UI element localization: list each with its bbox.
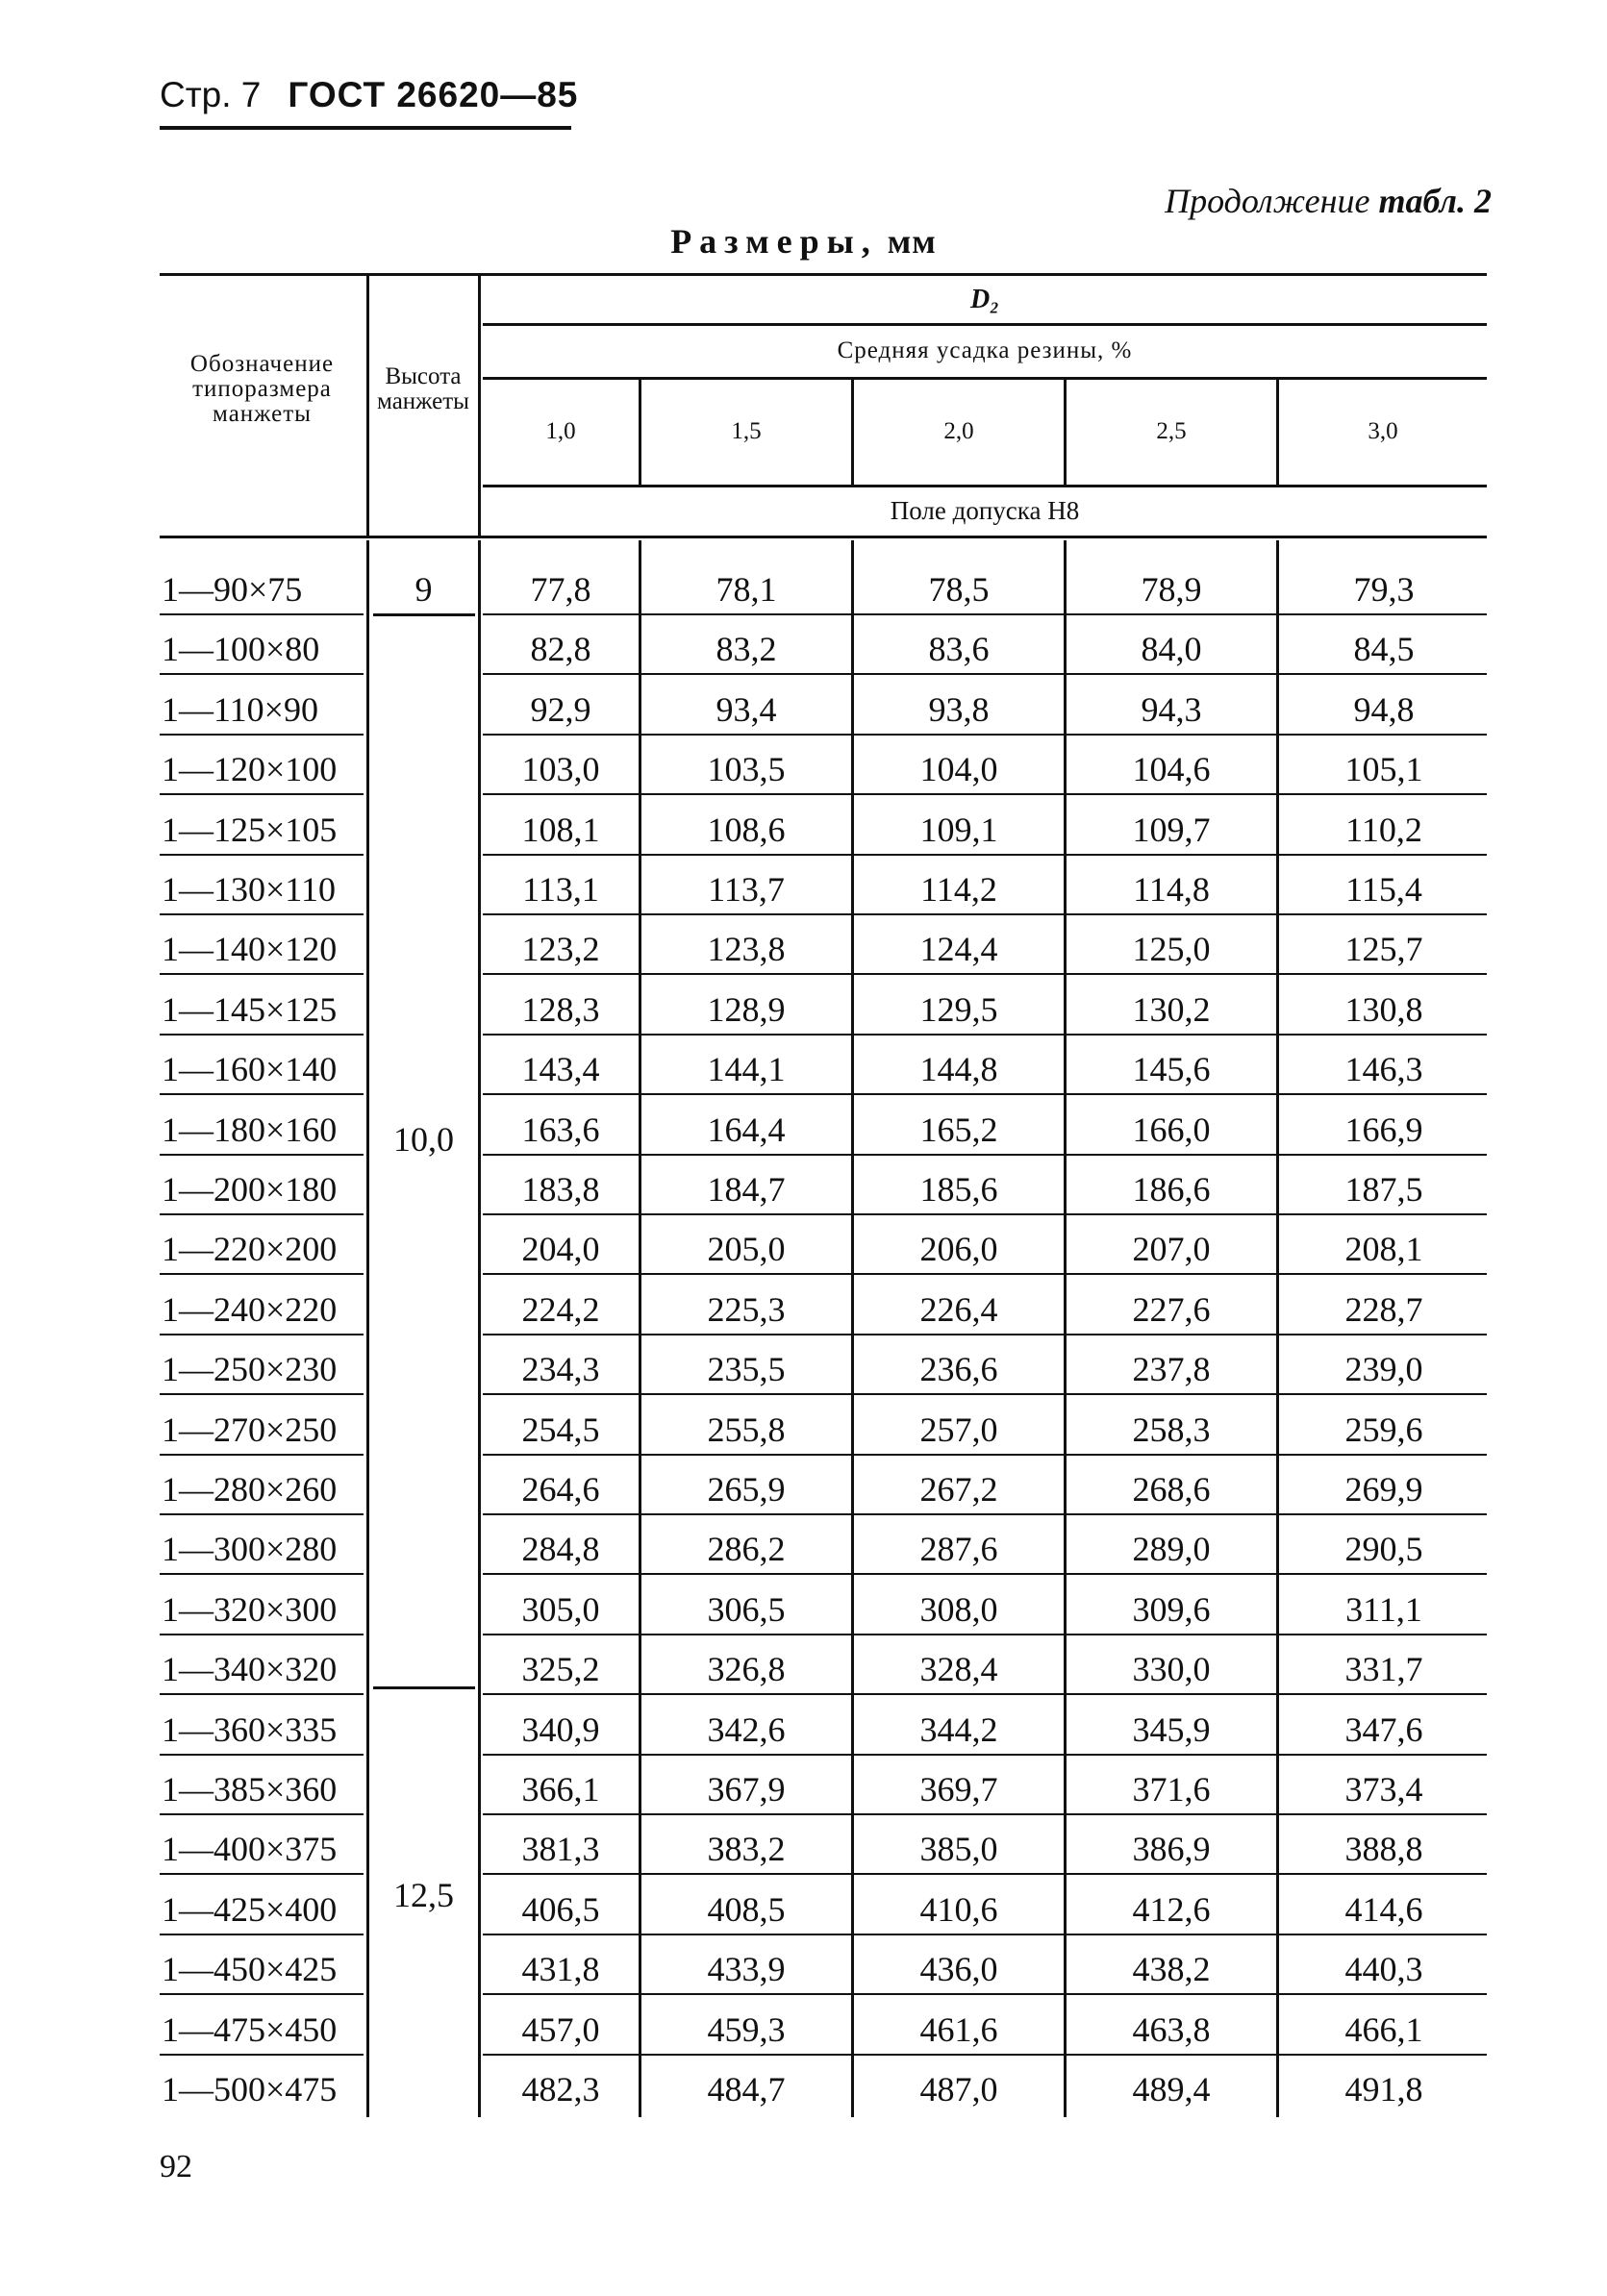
- row-value: 130,8: [1344, 989, 1423, 1029]
- row-value: 166,9: [1344, 1110, 1423, 1149]
- header-designation: Обозначение типоразмера манжеты: [189, 350, 335, 428]
- row-designation: 1—340×320: [162, 1650, 338, 1689]
- row-value: 267,2: [919, 1470, 998, 1509]
- row-value: 226,4: [919, 1289, 998, 1329]
- row-value: 255,8: [707, 1410, 786, 1449]
- row-value: 93,4: [716, 689, 777, 729]
- row-value: 166,0: [1132, 1110, 1211, 1149]
- row-value: 386,9: [1132, 1830, 1211, 1869]
- row-value: 165,2: [919, 1110, 998, 1149]
- row-value: 236,6: [919, 1350, 998, 1389]
- row-value: 265,9: [707, 1470, 786, 1509]
- row-value: 309,6: [1132, 1589, 1211, 1629]
- row-value: 144,8: [919, 1050, 998, 1089]
- row-rule: [483, 1634, 1487, 1635]
- row-rule: [160, 1334, 364, 1335]
- continuation-prefix: Продолжение: [1165, 182, 1379, 220]
- row-rule: [483, 1213, 1487, 1215]
- row-rule: [483, 1573, 1487, 1575]
- row-value: 289,0: [1132, 1530, 1211, 1569]
- header-rule-shrinkage: [483, 377, 1487, 380]
- row-value: 344,2: [919, 1710, 998, 1749]
- row-value: 234,3: [521, 1350, 600, 1389]
- row-rule: [483, 673, 1487, 675]
- row-value: 366,1: [521, 1770, 600, 1809]
- row-value: 306,5: [707, 1589, 786, 1629]
- row-value: 228,7: [1344, 1289, 1423, 1329]
- row-value: 328,4: [919, 1650, 998, 1689]
- row-rule: [160, 1513, 364, 1515]
- header-col-divider-1: [366, 275, 369, 536]
- row-rule: [160, 1993, 364, 1995]
- row-value: 206,0: [919, 1230, 998, 1269]
- header-shrinkage-1-5: 1,5: [731, 417, 762, 444]
- row-rule: [160, 1754, 364, 1756]
- row-value: 388,8: [1344, 1830, 1423, 1869]
- row-value: 484,7: [707, 2070, 786, 2109]
- row-rule: [483, 913, 1487, 915]
- height-group-rule-1: [373, 613, 475, 616]
- body-divider-v2: [851, 540, 854, 2117]
- row-value: 92,9: [530, 689, 591, 729]
- row-value: 187,5: [1344, 1170, 1423, 1209]
- row-value: 227,6: [1132, 1289, 1211, 1329]
- row-rule: [483, 1934, 1487, 1935]
- row-designation: 1—140×120: [162, 930, 338, 969]
- row-value: 331,7: [1344, 1650, 1423, 1689]
- row-value: 78,5: [928, 570, 990, 609]
- row-rule: [483, 2054, 1487, 2056]
- page-number: 92: [160, 2149, 192, 2184]
- header-shrinkage-3-0: 3,0: [1368, 417, 1398, 444]
- row-value: 123,8: [707, 930, 786, 969]
- row-value: 235,5: [707, 1350, 786, 1389]
- row-value: 371,6: [1132, 1770, 1211, 1809]
- row-rule: [483, 1754, 1487, 1756]
- row-value: 257,0: [919, 1410, 998, 1449]
- row-value: 225,3: [707, 1289, 786, 1329]
- header-tolerance: Поле допуска H8: [890, 495, 1080, 525]
- row-value: 103,5: [707, 750, 786, 789]
- row-value: 287,6: [919, 1530, 998, 1569]
- row-value: 124,4: [919, 930, 998, 969]
- row-rule: [160, 1213, 364, 1215]
- row-rule: [160, 1634, 364, 1635]
- row-value: 345,9: [1132, 1710, 1211, 1749]
- row-value: 143,4: [521, 1050, 600, 1089]
- row-rule: [160, 673, 364, 675]
- row-value: 83,2: [716, 630, 777, 669]
- row-value: 94,8: [1353, 689, 1415, 729]
- row-rule: [483, 973, 1487, 975]
- row-rule: [483, 734, 1487, 736]
- row-value: 115,4: [1345, 870, 1422, 909]
- row-value: 77,8: [530, 570, 591, 609]
- row-value: 438,2: [1132, 1950, 1211, 1989]
- row-value: 414,6: [1344, 1889, 1423, 1929]
- row-designation: 1—450×425: [162, 1950, 338, 1989]
- row-rule: [160, 793, 364, 795]
- row-rule: [160, 1454, 364, 1456]
- row-designation: 1—320×300: [162, 1589, 338, 1629]
- row-designation: 1—125×105: [162, 810, 338, 849]
- row-value: 340,9: [521, 1710, 600, 1749]
- row-value: 163,6: [521, 1110, 600, 1149]
- body-divider-v3: [1064, 540, 1067, 2117]
- row-value: 104,0: [919, 750, 998, 789]
- row-value: 373,4: [1344, 1770, 1423, 1809]
- row-value: 164,4: [707, 1110, 786, 1149]
- row-value: 383,2: [707, 1830, 786, 1869]
- row-rule: [483, 793, 1487, 795]
- header-shrinkage-2-5: 2,5: [1156, 417, 1187, 444]
- row-designation: 1—180×160: [162, 1110, 338, 1149]
- row-designation: 1—500×475: [162, 2070, 338, 2109]
- row-value: 84,0: [1141, 630, 1202, 669]
- row-value: 286,2: [707, 1530, 786, 1569]
- continuation-table-ref: табл. 2: [1378, 182, 1492, 220]
- row-value: 311,1: [1345, 1589, 1422, 1629]
- row-value: 204,0: [521, 1230, 600, 1269]
- header-col-divider-2: [478, 275, 481, 536]
- row-value: 129,5: [919, 989, 998, 1029]
- row-designation: 1—160×140: [162, 1050, 338, 1089]
- row-value: 145,6: [1132, 1050, 1211, 1089]
- row-value: 125,7: [1344, 930, 1423, 969]
- row-value: 408,5: [707, 1889, 786, 1929]
- row-designation: 1—200×180: [162, 1170, 338, 1209]
- row-rule: [160, 1093, 364, 1095]
- body-divider-v4: [1276, 540, 1279, 2117]
- row-value: 410,6: [919, 1889, 998, 1929]
- row-designation: 1—120×100: [162, 750, 338, 789]
- row-value: 325,2: [521, 1650, 600, 1689]
- row-rule: [483, 854, 1487, 856]
- body-divider-values: [478, 540, 481, 2117]
- header-height: Высота манжеты: [377, 362, 469, 414]
- row-designation: 1—280×260: [162, 1470, 338, 1509]
- row-rule: [483, 1334, 1487, 1335]
- row-value: 268,6: [1132, 1470, 1211, 1509]
- row-designation: 1—385×360: [162, 1770, 338, 1809]
- row-value: 123,2: [521, 930, 600, 969]
- row-value: 128,3: [521, 989, 600, 1029]
- height-10-0: 10,0: [393, 1120, 454, 1159]
- height-group-rule-2: [373, 1686, 475, 1689]
- row-value: 110,2: [1345, 810, 1422, 849]
- row-value: 108,1: [521, 810, 600, 849]
- row-value: 367,9: [707, 1770, 786, 1809]
- row-rule: [483, 1993, 1487, 1995]
- header-shrinkage-2-0: 2,0: [943, 417, 974, 444]
- row-value: 79,3: [1353, 570, 1415, 609]
- row-value: 78,1: [716, 570, 777, 609]
- row-rule: [483, 1693, 1487, 1695]
- row-value: 491,8: [1344, 2070, 1423, 2109]
- row-designation: 1—100×80: [162, 630, 320, 669]
- row-rule: [160, 1034, 364, 1036]
- row-value: 487,0: [919, 2070, 998, 2109]
- row-rule: [160, 1693, 364, 1695]
- row-value: 461,6: [919, 2009, 998, 2049]
- row-value: 130,2: [1132, 989, 1211, 1029]
- row-value: 114,8: [1133, 870, 1210, 909]
- row-rule: [483, 1454, 1487, 1456]
- row-designation: 1—90×75: [162, 570, 303, 609]
- row-value: 433,9: [707, 1950, 786, 1989]
- row-value: 144,1: [707, 1050, 786, 1089]
- table-title-unit: мм: [887, 222, 937, 261]
- header-rule-d2: [483, 323, 1487, 326]
- row-rule: [160, 1934, 364, 1935]
- row-designation: 1—425×400: [162, 1889, 338, 1929]
- row-value: 412,6: [1132, 1889, 1211, 1929]
- row-rule: [483, 613, 1487, 615]
- row-value: 237,8: [1132, 1350, 1211, 1389]
- row-designation: 1—110×90: [162, 689, 318, 729]
- row-value: 369,7: [919, 1770, 998, 1809]
- row-value: 208,1: [1344, 1230, 1423, 1269]
- header-shrinkage-1-0: 1,0: [545, 417, 576, 444]
- row-value: 406,5: [521, 1889, 600, 1929]
- row-designation: 1—400×375: [162, 1830, 338, 1869]
- row-value: 308,0: [919, 1589, 998, 1629]
- row-value: 431,8: [521, 1950, 600, 1989]
- row-value: 330,0: [1132, 1650, 1211, 1689]
- row-rule: [160, 613, 364, 615]
- gost-number: ГОСТ 26620—85: [288, 75, 579, 114]
- row-value: 186,6: [1132, 1170, 1211, 1209]
- row-designation: 1—220×200: [162, 1230, 338, 1269]
- row-value: 113,1: [522, 870, 599, 909]
- row-value: 482,3: [521, 2070, 600, 2109]
- row-value: 347,6: [1344, 1710, 1423, 1749]
- row-rule: [483, 1393, 1487, 1395]
- row-value: 109,7: [1132, 810, 1211, 849]
- row-value: 239,0: [1344, 1350, 1423, 1389]
- row-value: 205,0: [707, 1230, 786, 1269]
- row-value: 113,7: [708, 870, 785, 909]
- row-designation: 1—475×450: [162, 2009, 338, 2049]
- row-value: 385,0: [919, 1830, 998, 1869]
- row-rule: [483, 1813, 1487, 1815]
- row-rule: [160, 1573, 364, 1575]
- row-rule: [483, 1273, 1487, 1275]
- header-underline: [160, 126, 571, 130]
- row-value: 183,8: [521, 1170, 600, 1209]
- table-title: [0, 221, 1607, 262]
- row-value: 93,8: [928, 689, 990, 729]
- row-value: 105,1: [1344, 750, 1423, 789]
- row-rule: [483, 1154, 1487, 1156]
- row-rule: [483, 1513, 1487, 1515]
- row-value: 459,3: [707, 2009, 786, 2049]
- body-divider-v1: [639, 540, 641, 2117]
- row-rule: [160, 1873, 364, 1875]
- row-value: 185,6: [919, 1170, 998, 1209]
- row-rule: [160, 1393, 364, 1395]
- header-bottom-rule: [160, 536, 1487, 538]
- row-value: 489,4: [1132, 2070, 1211, 2109]
- row-rule: [160, 854, 364, 856]
- height-9: 9: [414, 570, 433, 609]
- row-value: 254,5: [521, 1410, 600, 1449]
- row-value: 224,2: [521, 1289, 600, 1329]
- row-value: 305,0: [521, 1589, 600, 1629]
- row-rule: [483, 1034, 1487, 1036]
- row-value: 436,0: [919, 1950, 998, 1989]
- row-designation: 1—240×220: [162, 1289, 338, 1329]
- row-designation: 1—145×125: [162, 989, 338, 1029]
- page-header: [160, 71, 578, 119]
- row-designation: 1—270×250: [162, 1410, 338, 1449]
- row-value: 264,6: [521, 1470, 600, 1509]
- row-designation: 1—130×110: [162, 870, 336, 909]
- row-value: 457,0: [521, 2009, 600, 2049]
- row-designation: 1—360×335: [162, 1710, 338, 1749]
- header-shrinkage: Средняя усадка резины, %: [837, 337, 1133, 363]
- row-value: 259,6: [1344, 1410, 1423, 1449]
- header-d2: D₂: [970, 284, 999, 314]
- row-value: 125,0: [1132, 930, 1211, 969]
- row-value: 463,8: [1132, 2009, 1211, 2049]
- row-value: 108,6: [707, 810, 786, 849]
- row-value: 466,1: [1344, 2009, 1423, 2049]
- row-rule: [160, 1813, 364, 1815]
- row-rule: [483, 1873, 1487, 1875]
- row-designation: 1—250×230: [162, 1350, 338, 1389]
- row-value: 440,3: [1344, 1950, 1423, 1989]
- row-value: 82,8: [530, 630, 591, 669]
- row-designation: 1—300×280: [162, 1530, 338, 1569]
- row-value: 326,8: [707, 1650, 786, 1689]
- row-value: 128,9: [707, 989, 786, 1029]
- row-value: 109,1: [919, 810, 998, 849]
- row-value: 83,6: [928, 630, 990, 669]
- table-title-main: Размеры,: [670, 222, 878, 261]
- row-value: 269,9: [1344, 1470, 1423, 1509]
- row-value: 284,8: [521, 1530, 600, 1569]
- row-rule: [483, 1093, 1487, 1095]
- row-value: 184,7: [707, 1170, 786, 1209]
- row-value: 207,0: [1132, 1230, 1211, 1269]
- row-rule: [160, 1154, 364, 1156]
- row-value: 78,9: [1141, 570, 1202, 609]
- row-value: 258,3: [1132, 1410, 1211, 1449]
- row-rule: [160, 973, 364, 975]
- row-rule: [160, 1273, 364, 1275]
- row-value: 290,5: [1344, 1530, 1423, 1569]
- row-value: 84,5: [1353, 630, 1415, 669]
- row-rule: [160, 734, 364, 736]
- row-value: 104,6: [1132, 750, 1211, 789]
- row-value: 94,3: [1141, 689, 1202, 729]
- row-value: 114,2: [920, 870, 997, 909]
- row-value: 381,3: [521, 1830, 600, 1869]
- height-12-5: 12,5: [393, 1876, 454, 1914]
- row-value: 342,6: [707, 1710, 786, 1749]
- page-label: Стр. 7: [160, 75, 262, 114]
- table-top-rule: [160, 273, 1487, 276]
- row-rule: [160, 2054, 364, 2056]
- row-rule: [160, 913, 364, 915]
- table-continuation-note: [1165, 181, 1492, 221]
- row-value: 146,3: [1344, 1050, 1423, 1089]
- row-value: 103,0: [521, 750, 600, 789]
